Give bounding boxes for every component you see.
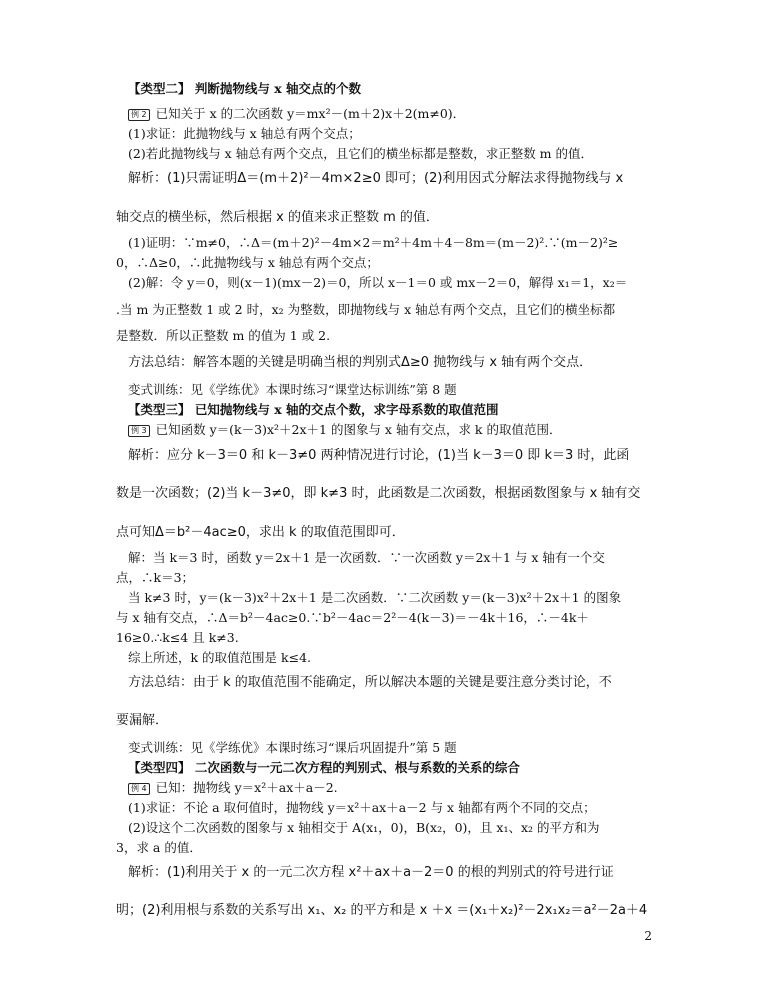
text-line bbox=[128, 235, 618, 251]
line-text: 变式训练：见《学练优》本课时练习“课后巩固提升”第 5 题 bbox=[128, 740, 457, 755]
text-line bbox=[116, 713, 168, 729]
line-text: 与 x 轴有交点，∴Δ＝b²－4ac≥0.∵b²－4ac＝2²－4(k－3)＝－4k＋16，∴－4k＋ bbox=[116, 610, 589, 625]
line-text: 数是一次函数；(2)当 k－3≠0，即 k≠3 时，此函数是二次函数，根据函数图象与 x 轴有交 bbox=[116, 486, 641, 501]
line-text: 已知：抛物线 y＝x²＋ax＋a－2. bbox=[155, 780, 338, 795]
text-line bbox=[116, 840, 202, 856]
line-text: (1)求证：不论 a 取何值时，抛物线 y＝x²＋ax＋a－2 与 x 轴都有两个不同的交点； bbox=[128, 800, 596, 815]
text-line bbox=[128, 760, 520, 776]
line-text: 解析：应分 k－3＝0 和 k－3≠0 两种情况进行讨论，(1)当 k－3＝0 即 k＝3 时，此函 bbox=[128, 448, 630, 463]
line-text: 当 k≠3 时，y＝(k－3)x²＋2x＋1 是二次函数．∵二次函数 y＝(k－3)x²＋2x＋1 的图象 bbox=[128, 590, 622, 605]
line-text: 方法总结：解答本题的关键是明确当根的判别式Δ≥0 抛物线与 x 轴有两个交点． bbox=[128, 355, 593, 370]
example-badge: 例 2 bbox=[128, 109, 150, 121]
line-text: 16≥0.∴k≤4 且 k≠3. bbox=[116, 630, 239, 645]
text-line bbox=[116, 610, 589, 626]
text-line bbox=[128, 865, 614, 881]
text-line bbox=[128, 650, 311, 666]
line-text: 解：当 k＝3 时，函数 y＝2x＋1 是一次函数．∵一次函数 y＝2x＋1 与 x 轴有一个交 bbox=[128, 550, 605, 565]
line-text: 是整数．所以正整数 m 的值为 1 或 2. bbox=[116, 328, 331, 343]
text-line bbox=[116, 302, 615, 318]
line-text: (2)若此抛物线与 x 轴总有两个交点，且它们的横坐标都是整数，求正整数 m 的值． bbox=[128, 146, 594, 161]
text-line bbox=[116, 630, 239, 646]
line-text: 综上所述，k 的取值范围是 k≤4. bbox=[128, 650, 311, 665]
line-text: (2)设这个二次函数的图象与 x 轴相交于 A(x₁，0)，B(x₂，0)，且 x₁、x₂ 的平方和为 bbox=[128, 820, 600, 835]
text-line bbox=[128, 355, 592, 371]
line-text: 方法总结：由于 k 的取值范围不能确定，所以解决本题的关键是要注意分类讨论，不 bbox=[128, 675, 612, 690]
text-line bbox=[128, 780, 338, 796]
line-text: 明；(2)利用根与系数的关系写出 x₁、x₂ 的平方和是 x ＋x ＝(x₁＋x₂)²－2x₁x₂＝a²－2a＋4 bbox=[116, 903, 648, 918]
line-text: 变式训练：见《学练优》本课时练习“课堂达标训练”第 8 题 bbox=[128, 382, 457, 397]
text-line bbox=[116, 570, 194, 586]
line-text: (1)求证：此抛物线与 x 轴总有两个交点； bbox=[128, 126, 361, 141]
line-text: 已知关于 x 的二次函数 y＝mx²－(m＋2)x＋2(m≠0)． bbox=[155, 106, 466, 121]
text-line bbox=[128, 126, 361, 142]
text-line bbox=[128, 820, 600, 836]
text-line bbox=[128, 550, 605, 566]
text-line bbox=[116, 525, 405, 541]
line-text: 解析：(1)利用关于 x 的一元二次方程 x²＋ax＋a－2＝0 的根的判别式的符号进行证 bbox=[128, 865, 614, 880]
line-text: 要漏解． bbox=[116, 713, 169, 728]
text-line bbox=[128, 590, 621, 606]
text-line bbox=[116, 903, 647, 919]
text-line bbox=[128, 800, 596, 816]
line-text: .当 m 为正整数 1 或 2 时，x₂ 为整数，即抛物线与 x 轴总有两个交点，且它们的横坐标都 bbox=[116, 302, 616, 317]
text-line bbox=[128, 171, 623, 187]
line-text: 【类型四】 二次函数与一元二次方程的判别式、根与系数的关系的综合 bbox=[128, 760, 520, 775]
page-number: 2 bbox=[644, 929, 652, 943]
line-text: 已知函数 y＝(k－3)x²＋2x＋1 的图象与 x 轴有交点，求 k 的取值范围． bbox=[155, 422, 562, 437]
text-line bbox=[128, 382, 457, 398]
line-text: 解析：(1)只需证明Δ＝(m＋2)²－4m×2≥0 即可；(2)利用因式分解法求得抛物线与 x bbox=[128, 171, 624, 186]
line-text: 点，∴k＝3； bbox=[116, 570, 195, 585]
line-text: 【类型三】 已知抛物线与 x 轴的交点个数，求字母系数的取值范围 bbox=[128, 402, 499, 417]
line-text: 0，∴Δ≥0，∴此抛物线与 x 轴总有两个交点； bbox=[116, 255, 379, 270]
text-line bbox=[128, 422, 561, 438]
line-text: 3，求 a 的值． bbox=[116, 840, 202, 855]
text-line bbox=[128, 448, 629, 464]
text-line bbox=[116, 255, 379, 271]
text-line bbox=[128, 275, 627, 291]
example-badge: 例 3 bbox=[128, 425, 150, 437]
text-line bbox=[128, 146, 593, 162]
example-badge: 例 4 bbox=[128, 783, 150, 795]
text-line bbox=[128, 675, 612, 691]
text-line bbox=[128, 740, 457, 756]
text-line bbox=[128, 402, 499, 418]
line-text: (2)解：令 y＝0，则(x－1)(mx－2)＝0，所以 x－1＝0 或 mx－2＝0，解得 x₁＝1，x₂＝ bbox=[128, 275, 628, 290]
text-line bbox=[128, 106, 465, 122]
text-line bbox=[116, 210, 439, 226]
line-text: 轴交点的横坐标，然后根据 x 的值来求正整数 m 的值． bbox=[116, 210, 439, 225]
text-line bbox=[128, 81, 361, 97]
line-text: 点可知Δ＝b²－4ac≥0，求出 k 的取值范围即可． bbox=[116, 525, 405, 540]
text-line bbox=[116, 486, 640, 502]
line-text: (1)证明：∵m≠0，∴Δ＝(m＋2)²－4m×2＝m²＋4m＋4－8m＝(m－2)².∵(m－2)²≥ bbox=[128, 235, 619, 250]
text-line bbox=[116, 328, 330, 344]
line-text: 【类型二】 判断抛物线与 x 轴交点的个数 bbox=[128, 81, 362, 96]
